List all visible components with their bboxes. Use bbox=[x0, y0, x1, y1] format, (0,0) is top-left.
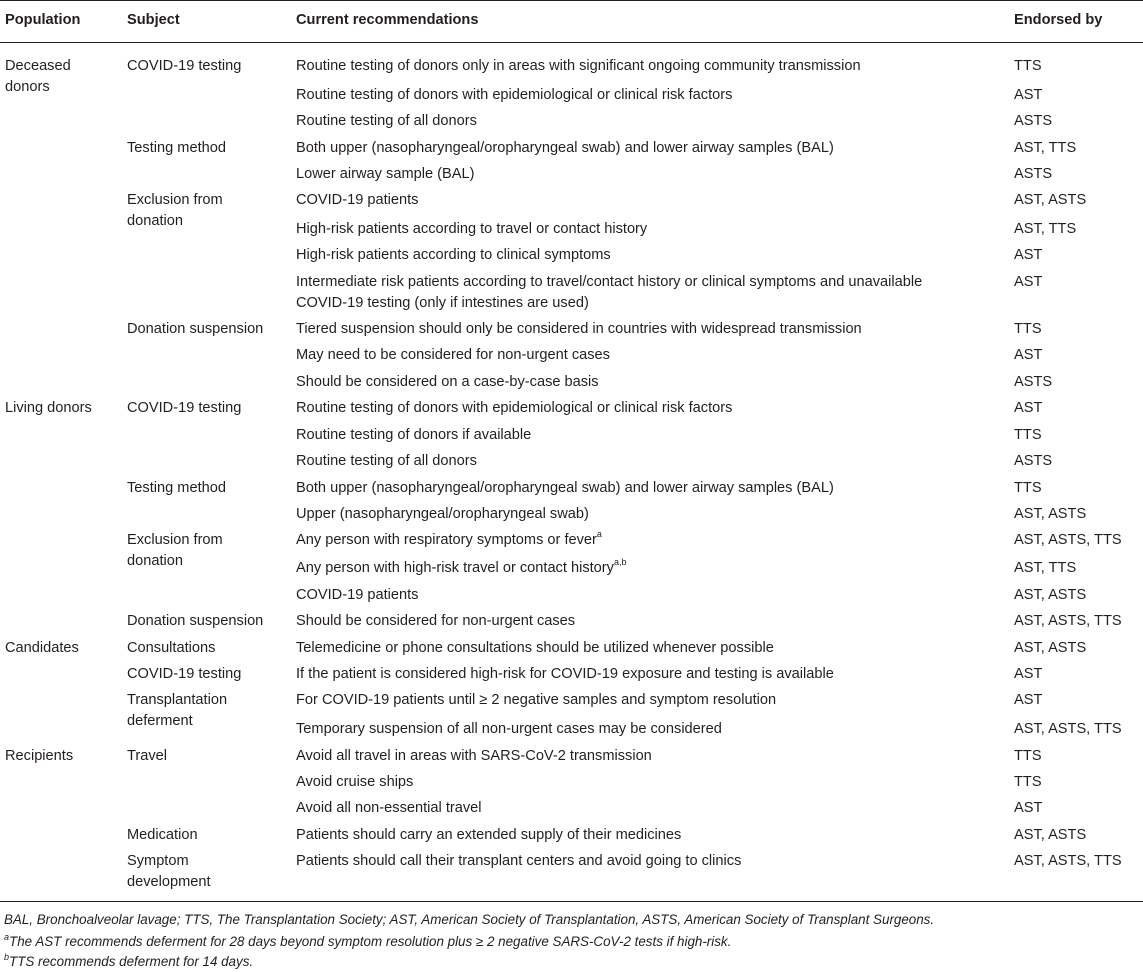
endorsed-by-text: AST, ASTS bbox=[1014, 827, 1087, 843]
recommendation-text: May need to be considered for non-urgent cases bbox=[296, 347, 610, 363]
endorsed-by-text: AST, ASTS bbox=[1014, 192, 1087, 208]
subject-label: donation bbox=[127, 213, 183, 229]
recommendation-text: Routine testing of donors only in areas with significant ongoing community transmission bbox=[296, 58, 861, 74]
table-row bbox=[0, 219, 1143, 245]
table-row bbox=[0, 272, 1143, 316]
endorsed-by-text: AST, TTS bbox=[1014, 221, 1077, 237]
subject-label: Transplantation bbox=[127, 692, 228, 708]
recommendation-text bbox=[296, 272, 922, 314]
footnote-b-text: TTS recommends deferment for 14 days. bbox=[9, 954, 254, 969]
subject-label: Testing method bbox=[127, 480, 226, 496]
subject-label: COVID-19 testing bbox=[127, 58, 242, 74]
table-row bbox=[0, 558, 1143, 584]
recommendation-text: Routine testing of all donors bbox=[296, 113, 477, 129]
subject-symptom-development bbox=[127, 851, 211, 893]
endorsed-by-text: TTS bbox=[1014, 321, 1042, 337]
table-row bbox=[0, 585, 1143, 611]
endorsed-by-text: AST bbox=[1014, 666, 1043, 682]
recommendation-text bbox=[296, 558, 626, 579]
subject-label: Donation suspension bbox=[127, 321, 264, 337]
table-row bbox=[0, 345, 1143, 371]
endorsed-by-text: ASTS bbox=[1014, 374, 1053, 390]
endorsed-by-text: ASTS bbox=[1014, 113, 1053, 129]
endorsed-by-text: AST, ASTS, TTS bbox=[1014, 721, 1122, 737]
endorsed-by-text: ASTS bbox=[1014, 453, 1053, 469]
recommendation-text: Routine testing of donors if available bbox=[296, 427, 532, 443]
subject-label: development bbox=[127, 874, 211, 890]
endorsed-by-text: AST bbox=[1014, 247, 1043, 263]
endorsed-by-text: ASTS bbox=[1014, 166, 1053, 182]
endorsed-by-text: AST, ASTS, TTS bbox=[1014, 613, 1122, 629]
recommendation-text: High-risk patients according to travel or contact history bbox=[296, 221, 648, 237]
header-rule bbox=[0, 42, 1143, 43]
header-subject: Subject bbox=[127, 12, 180, 28]
population-label: donors bbox=[5, 79, 50, 95]
endorsed-by-text: AST, TTS bbox=[1014, 140, 1077, 156]
header-population: Population bbox=[5, 12, 81, 28]
recommendation-text: Avoid all travel in areas with SARS-CoV-2 transmission bbox=[296, 748, 652, 764]
recommendation-line: COVID-19 testing (only if intestines are used) bbox=[296, 295, 589, 311]
endorsed-by-text: TTS bbox=[1014, 480, 1042, 496]
table-row bbox=[0, 719, 1143, 745]
population-label: Candidates bbox=[5, 640, 79, 656]
table-row bbox=[0, 611, 1143, 637]
subject-label: deferment bbox=[127, 713, 193, 729]
recommendation-text: Tiered suspension should only be considered in countries with widespread transmission bbox=[296, 321, 862, 337]
table-row bbox=[0, 245, 1143, 271]
recommendation-text: Telemedicine or phone consultations should be utilized whenever possible bbox=[296, 640, 774, 656]
footnote-abbreviations: BAL, Bronchoalveolar lavage; TTS, The Transplantation Society; AST, American Society of Transplantation, ASTS, American Society of Transplant Surgeons. bbox=[4, 912, 935, 927]
recommendation-text: COVID-19 patients bbox=[296, 587, 419, 603]
table-header-row bbox=[0, 0, 1143, 42]
endorsed-by-text: TTS bbox=[1014, 427, 1042, 443]
table-row bbox=[0, 825, 1143, 851]
table-row bbox=[0, 504, 1143, 530]
endorsed-by-text: AST bbox=[1014, 347, 1043, 363]
endorsed-by-text: TTS bbox=[1014, 774, 1042, 790]
table-row bbox=[0, 478, 1143, 504]
footnote-b bbox=[4, 953, 253, 971]
population-label: Deceased bbox=[5, 58, 71, 74]
endorsed-by-text: AST, ASTS, TTS bbox=[1014, 853, 1122, 869]
table-row bbox=[0, 851, 1143, 890]
table-row bbox=[0, 138, 1143, 164]
recommendation-text: If the patient is considered high-risk for COVID-19 exposure and testing is available bbox=[296, 666, 834, 682]
recommendation-line: Any person with high-risk travel or contact history bbox=[296, 560, 614, 576]
recommendation-text: Should be considered for non-urgent cases bbox=[296, 613, 576, 629]
table-bottom-rule bbox=[0, 901, 1143, 902]
header-endorsed-by: Endorsed by bbox=[1014, 12, 1103, 28]
footnote-a bbox=[4, 933, 731, 951]
subject-label: Consultations bbox=[127, 640, 216, 656]
recommendation-text: Patients should carry an extended supply of their medicines bbox=[296, 827, 682, 843]
endorsed-by-text: TTS bbox=[1014, 748, 1042, 764]
footnote-marker: a bbox=[596, 529, 602, 540]
subject-label: Medication bbox=[127, 827, 198, 843]
population-label: Living donors bbox=[5, 400, 92, 416]
endorsed-by-text: AST bbox=[1014, 400, 1043, 416]
recommendation-text: Temporary suspension of all non-urgent cases may be considered bbox=[296, 721, 722, 737]
table-row bbox=[0, 85, 1143, 111]
subject-label: Symptom bbox=[127, 853, 189, 869]
recommendation-text: Upper (nasopharyngeal/oropharyngeal swab) bbox=[296, 506, 589, 522]
recommendation-text: High-risk patients according to clinical symptoms bbox=[296, 247, 611, 263]
table-row bbox=[0, 111, 1143, 137]
recommendation-text: Both upper (nasopharyngeal/oropharyngeal swab) and lower airway samples (BAL) bbox=[296, 140, 834, 156]
recommendation-text bbox=[296, 530, 602, 551]
table-row bbox=[0, 772, 1143, 798]
subject-label: Exclusion from bbox=[127, 192, 223, 208]
recommendation-text: Patients should call their transplant centers and avoid going to clinics bbox=[296, 853, 742, 869]
recommendation-text: Should be considered on a case-by-case basis bbox=[296, 374, 599, 390]
recommendation-text: For COVID-19 patients until ≥ 2 negative samples and symptom resolution bbox=[296, 692, 777, 708]
subject-label: Travel bbox=[127, 748, 168, 764]
endorsed-by-text: AST bbox=[1014, 274, 1043, 290]
endorsed-by-text: AST bbox=[1014, 692, 1043, 708]
table-row bbox=[0, 798, 1143, 824]
subject-label: Donation suspension bbox=[127, 613, 264, 629]
recommendation-text: Routine testing of donors with epidemiological or clinical risk factors bbox=[296, 87, 733, 103]
table-row bbox=[0, 319, 1143, 345]
table-row bbox=[0, 372, 1143, 398]
footnote-marker: b bbox=[4, 951, 10, 962]
table-row bbox=[0, 664, 1143, 690]
table-row bbox=[0, 164, 1143, 190]
subject-label: Exclusion from bbox=[127, 532, 223, 548]
footnote-a-text: The AST recommends deferment for 28 days beyond symptom resolution plus ≥ 2 negative SARS-CoV-2 tests if high-risk. bbox=[9, 934, 732, 949]
subject-label: COVID-19 testing bbox=[127, 400, 242, 416]
table-row bbox=[0, 746, 1143, 772]
endorsed-by-text: AST, ASTS, TTS bbox=[1014, 532, 1122, 548]
recommendation-text: Lower airway sample (BAL) bbox=[296, 166, 475, 182]
subject-label: COVID-19 testing bbox=[127, 666, 242, 682]
table-row bbox=[0, 425, 1143, 451]
subject-label: donation bbox=[127, 553, 183, 569]
recommendation-line: Any person with respiratory symptoms or fever bbox=[296, 532, 597, 548]
table-row bbox=[0, 398, 1143, 424]
endorsed-by-text: TTS bbox=[1014, 58, 1042, 74]
footnote-marker: a bbox=[4, 931, 10, 942]
endorsed-by-text: AST, TTS bbox=[1014, 560, 1077, 576]
table-row bbox=[0, 451, 1143, 477]
endorsed-by-text: AST, ASTS bbox=[1014, 506, 1087, 522]
recommendation-text: Routine testing of donors with epidemiological or clinical risk factors bbox=[296, 400, 733, 416]
endorsed-by-text: AST bbox=[1014, 800, 1043, 816]
endorsed-by-text: AST, ASTS bbox=[1014, 587, 1087, 603]
header-recommendations: Current recommendations bbox=[296, 12, 479, 28]
subject-label: Testing method bbox=[127, 140, 226, 156]
recommendation-text: Avoid cruise ships bbox=[296, 774, 414, 790]
recommendation-text: COVID-19 patients bbox=[296, 192, 419, 208]
population-label: Recipients bbox=[5, 748, 74, 764]
recommendation-text: Avoid all non-essential travel bbox=[296, 800, 482, 816]
recommendation-line: Intermediate risk patients according to travel/contact history or clinical symptoms and unavailable bbox=[296, 274, 923, 290]
endorsed-by-text: AST, ASTS bbox=[1014, 640, 1087, 656]
table-row bbox=[0, 638, 1143, 664]
recommendation-text: Routine testing of all donors bbox=[296, 453, 477, 469]
endorsed-by-text: AST bbox=[1014, 87, 1043, 103]
recommendation-text: Both upper (nasopharyngeal/oropharyngeal swab) and lower airway samples (BAL) bbox=[296, 480, 834, 496]
footnote-marker: a,b bbox=[613, 557, 627, 568]
